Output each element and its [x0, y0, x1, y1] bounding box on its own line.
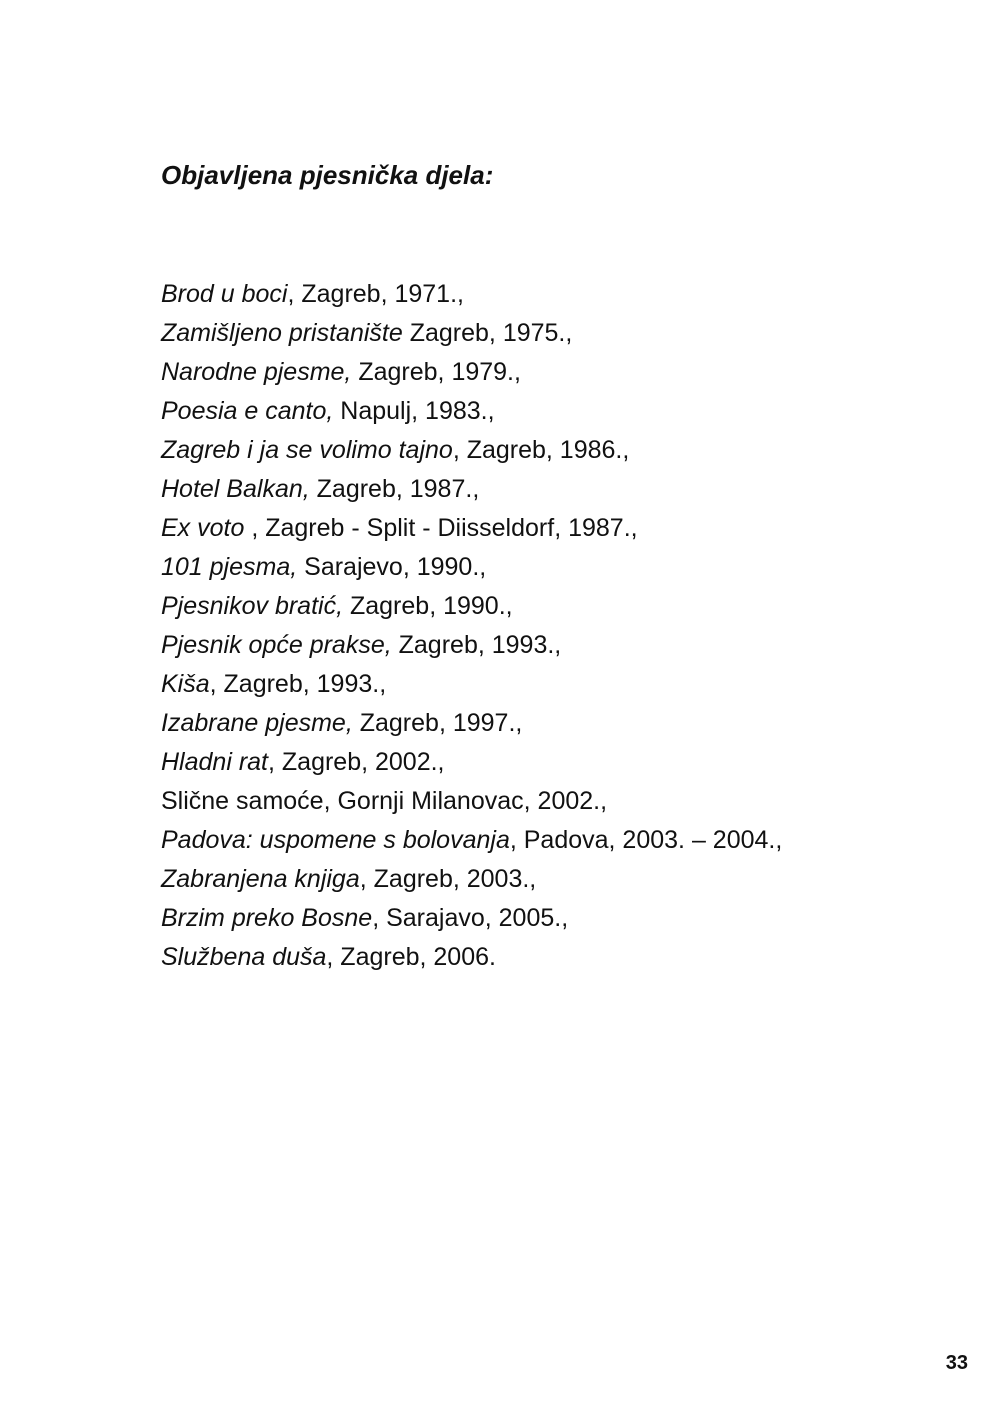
list-item: [161, 314, 861, 353]
list-item: [161, 587, 861, 626]
work-title: Hotel Balkan,: [161, 475, 310, 503]
work-title: Zagreb i ja se volimo tajno: [161, 436, 453, 464]
work-details: Zagreb, 1987.,: [309, 475, 480, 503]
work-details: Zagreb, 1975.,: [402, 319, 573, 347]
list-item: [161, 626, 861, 665]
list-item: [161, 275, 861, 314]
work-details: Zagreb, 1997.,: [352, 709, 523, 737]
work-title: Brzim preko Bosne: [161, 904, 373, 932]
list-item: [161, 509, 861, 548]
work-title: Ex voto: [161, 514, 245, 542]
work-details: , Zagreb, 2006.: [326, 943, 496, 971]
work-details: , Sarajavo, 2005.,: [372, 904, 569, 932]
work-title: Hladni rat: [161, 748, 268, 776]
work-details: , Zagreb - Split - Diisseldorf, 1987.,: [244, 514, 638, 542]
list-item: [161, 470, 861, 509]
work-details: Slične samoće, Gornji Milanovac, 2002.,: [161, 787, 608, 815]
work-title: Padova: uspomene s bolovanja: [161, 826, 510, 854]
work-title: Narodne pjesme,: [161, 358, 352, 386]
section-heading: Objavljena pjesnička djela:: [161, 160, 494, 190]
work-title: Pjesnik opće prakse,: [161, 631, 392, 659]
work-title: Službena duša: [161, 943, 327, 971]
list-item: [161, 860, 861, 899]
work-title: Zamišljeno pristanište: [161, 319, 403, 347]
work-details: Napulj, 1983.,: [333, 397, 495, 425]
work-details: , Padova, 2003. – 2004.,: [509, 826, 783, 854]
work-title: Poesia e canto,: [161, 397, 334, 425]
page-number: 33: [945, 1352, 968, 1374]
work-details: , Zagreb, 1993.,: [209, 670, 387, 698]
work-details: , Zagreb, 2002.,: [268, 748, 445, 776]
works-list: [161, 275, 861, 977]
list-item: [161, 548, 861, 587]
work-title: Kiša: [161, 670, 210, 698]
list-item: [161, 392, 861, 431]
work-title: Zabranjena knjiga: [161, 865, 360, 893]
work-details: , Zagreb, 1971.,: [287, 280, 464, 308]
work-title: Izabrane pjesme,: [161, 709, 353, 737]
work-details: Zagreb, 1990.,: [343, 592, 513, 620]
work-details: Sarajevo, 1990.,: [297, 553, 487, 581]
list-item: [161, 353, 861, 392]
list-item: [161, 938, 861, 977]
work-details: Zagreb, 1993.,: [391, 631, 562, 659]
work-details: , Zagreb, 2003.,: [359, 865, 537, 893]
list-item: [161, 821, 841, 860]
list-item: [161, 899, 861, 938]
work-details: Zagreb, 1979.,: [351, 358, 521, 386]
list-item: [161, 743, 861, 782]
list-item: [161, 782, 861, 821]
work-title: 101 pjesma,: [161, 553, 298, 581]
list-item: [161, 704, 861, 743]
list-item: [161, 665, 861, 704]
list-item: [161, 431, 861, 470]
work-title: Brod u boci: [161, 280, 288, 308]
work-title: Pjesnikov bratić,: [161, 592, 344, 620]
work-details: , Zagreb, 1986.,: [452, 436, 630, 464]
